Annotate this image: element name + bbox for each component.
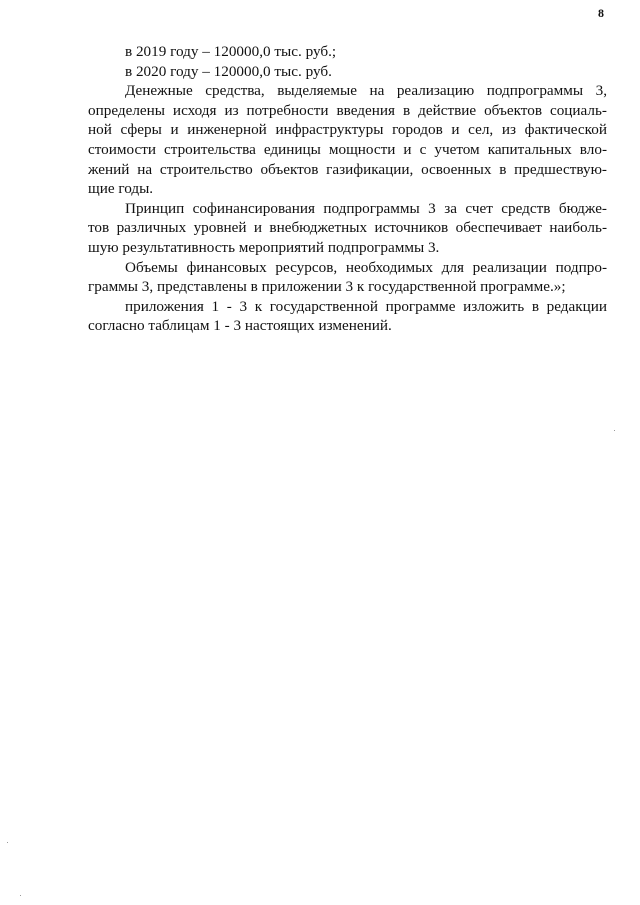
scan-speck (614, 430, 615, 431)
paragraph-funds-line-5: жений на строительство объектов газификации, освоенных в предшествую- (88, 160, 607, 178)
paragraph-funds-line-6: щие годы. (88, 180, 154, 198)
scan-speck (20, 895, 21, 896)
paragraph-cofinancing-line-2: тов различных уровней и внебюджетных источников обеспечивает наиболь- (88, 219, 607, 237)
page-number: 8 (598, 6, 604, 20)
funding-line-2019: в 2019 году – 120000,0 тыс. руб.; (125, 43, 337, 60)
paragraph-funds-line-4: стоимости строительства единицы мощности и с учетом капитальных вло- (88, 140, 607, 158)
paragraph-cofinancing-line-1: Принцип софинансирования подпрограммы 3 за счет средств бюдже- (125, 199, 607, 217)
paragraph-appendices-line-2: согласно таблицам 1 - 3 настоящих изменений. (88, 317, 392, 335)
scan-speck (7, 842, 8, 843)
paragraph-cofinancing-line-3: шую результативность мероприятий подпрограммы 3. (88, 238, 440, 256)
paragraph-appendices-line-1: приложения 1 - 3 к государственной программе изложить в редакции (125, 297, 607, 315)
document-body (88, 42, 607, 336)
paragraph-funds-line-2: определены исходя из потребности введения в действие объектов социаль- (88, 101, 607, 119)
funding-line-2020: в 2020 году – 120000,0 тыс. руб. (125, 62, 332, 80)
paragraph-funds-line-1: Денежные средства, выделяемые на реализацию подпрограммы 3, (125, 82, 607, 100)
paragraph-volumes-line-1: Объемы финансовых ресурсов, необходимых для реализации подпро- (125, 258, 607, 276)
paragraph-funds-line-3: ной сферы и инженерной инфраструктуры городов и сел, из фактической (88, 121, 607, 139)
paragraph-volumes-line-2: граммы 3, представлены в приложении 3 к государственной программе.»; (88, 278, 566, 296)
